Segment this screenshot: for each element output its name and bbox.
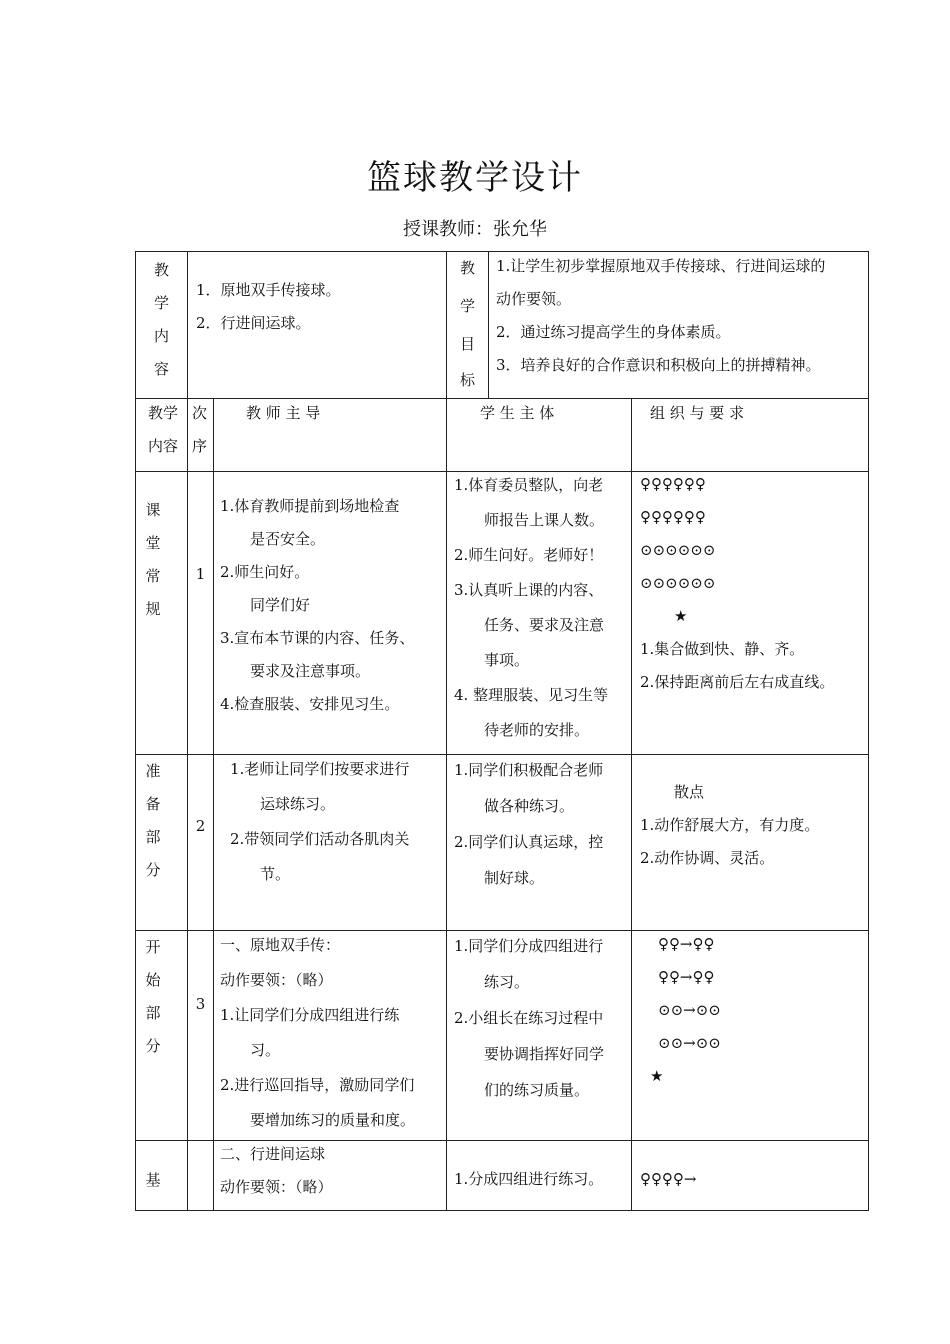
teacher-line: 授课教师：张允华 xyxy=(403,219,547,240)
section-label-preparation: 准 备 部 分 xyxy=(145,762,161,879)
student-led-basic: 1.分成四组进行练习。 xyxy=(454,1170,604,1188)
goal-item: 动作要领。 xyxy=(496,290,572,308)
order-number: 2 xyxy=(195,817,206,835)
student-led-routine: 1.体育委员整队，向老 师报告上课人数。 2.师生问好。老师好！ 3.认真听上课的内容、 任务、要求及注意 事项。 4. 整理服装、见习生等 待老师的安排。 xyxy=(454,476,609,739)
content-item: 1．原地双手传接球。 xyxy=(196,281,341,299)
student-led-start: 1.同学们分成四组进行 练习。 2.小组长在练习过程中 要协调指挥好同学 们的练习质量。 xyxy=(454,937,605,1099)
teacher-star-icon: ★ xyxy=(650,1067,664,1085)
formation-row: ⊙⊙→⊙⊙ xyxy=(658,1001,721,1019)
org-start xyxy=(650,928,868,1093)
formation-row: ♀♀→♀♀ xyxy=(658,935,715,953)
section-label-routine: 课 堂 常 规 xyxy=(145,501,161,618)
org-routine: ♀♀♀♀♀♀ ♀♀♀♀♀♀ ⊙⊙⊙⊙⊙⊙ ⊙⊙⊙⊙⊙⊙ ★ 1.集合做到快、静、齐。 2.保持距离前后左右成直线。 xyxy=(640,468,868,699)
content-items xyxy=(196,274,441,340)
header-teaching-content: 教学 内容 xyxy=(147,404,178,455)
content-item: 2．行进间运球。 xyxy=(196,314,311,332)
teacher-led-start: 一、原地双手传： 动作要领：（略） 1.让同学们分成四组进行练 习。 2.进行巡回指导，激励同学们 要增加练习的质量和度。 xyxy=(220,936,416,1129)
section-label-start: 开 始 部 分 xyxy=(145,938,161,1055)
goal-item: 3．培养良好的合作意识和积极向上的拼搏精神。 xyxy=(496,356,821,374)
student-led-preparation: 1.同学们积极配合老师 做各种练习。 2.同学们认真运球，控 制好球。 xyxy=(454,761,604,887)
goal-item: 1.让学生初步掌握原地双手传接球、行进间运球的 xyxy=(496,257,826,275)
document-title: 篮球教学设计 xyxy=(367,158,583,198)
section-label-basic: 基 xyxy=(145,1171,161,1189)
formation-row: ⊙⊙⊙⊙⊙⊙ xyxy=(640,574,716,592)
goal-item: 2．通过练习提高学生的身体素质。 xyxy=(496,323,731,341)
teacher-led-preparation: 1.老师让同学们按要求进行 运球练习。 2.带领同学们活动各肌肉关 节。 xyxy=(230,760,410,883)
formation-row: ⊙⊙→⊙⊙ xyxy=(658,1034,721,1052)
formation-row: ♀♀♀♀♀♀ xyxy=(640,508,706,526)
order-number: 1 xyxy=(195,565,206,583)
goal-items xyxy=(496,250,868,382)
teacher-led-routine: 1.体育教师提前到场地检查 是否安全。 2.师生问好。 同学们好 3.宣布本节课的内容、任务、 要求及注意事项。 4.检查服装、安排见习生。 xyxy=(220,497,415,713)
header-student-led: 学 生 主 体 xyxy=(480,404,555,422)
order-number: 3 xyxy=(195,995,206,1013)
header-teacher-led: 教 师 主 导 xyxy=(246,404,321,422)
formation-row: ♀♀→♀♀ xyxy=(658,968,715,986)
org-basic xyxy=(640,1163,868,1196)
teacher-star-icon: ★ xyxy=(674,607,688,625)
formation-row: ♀♀♀♀→ xyxy=(640,1170,697,1188)
header-order: 次 序 xyxy=(192,404,208,455)
header-org-requirements: 组 织 与 要 求 xyxy=(650,404,745,422)
content-label: 教 学 内 容 xyxy=(153,261,169,378)
goal-label: 教 学 目 标 xyxy=(459,259,475,389)
teacher-led-basic: 二、行进间运球 动作要领：（略） xyxy=(220,1145,333,1196)
org-preparation: 散点 1.动作舒展大方，有力度。 2.动作协调、灵活。 xyxy=(640,783,820,867)
formation-row: ⊙⊙⊙⊙⊙⊙ xyxy=(640,541,716,559)
formation-row: ♀♀♀♀♀♀ xyxy=(640,475,706,493)
